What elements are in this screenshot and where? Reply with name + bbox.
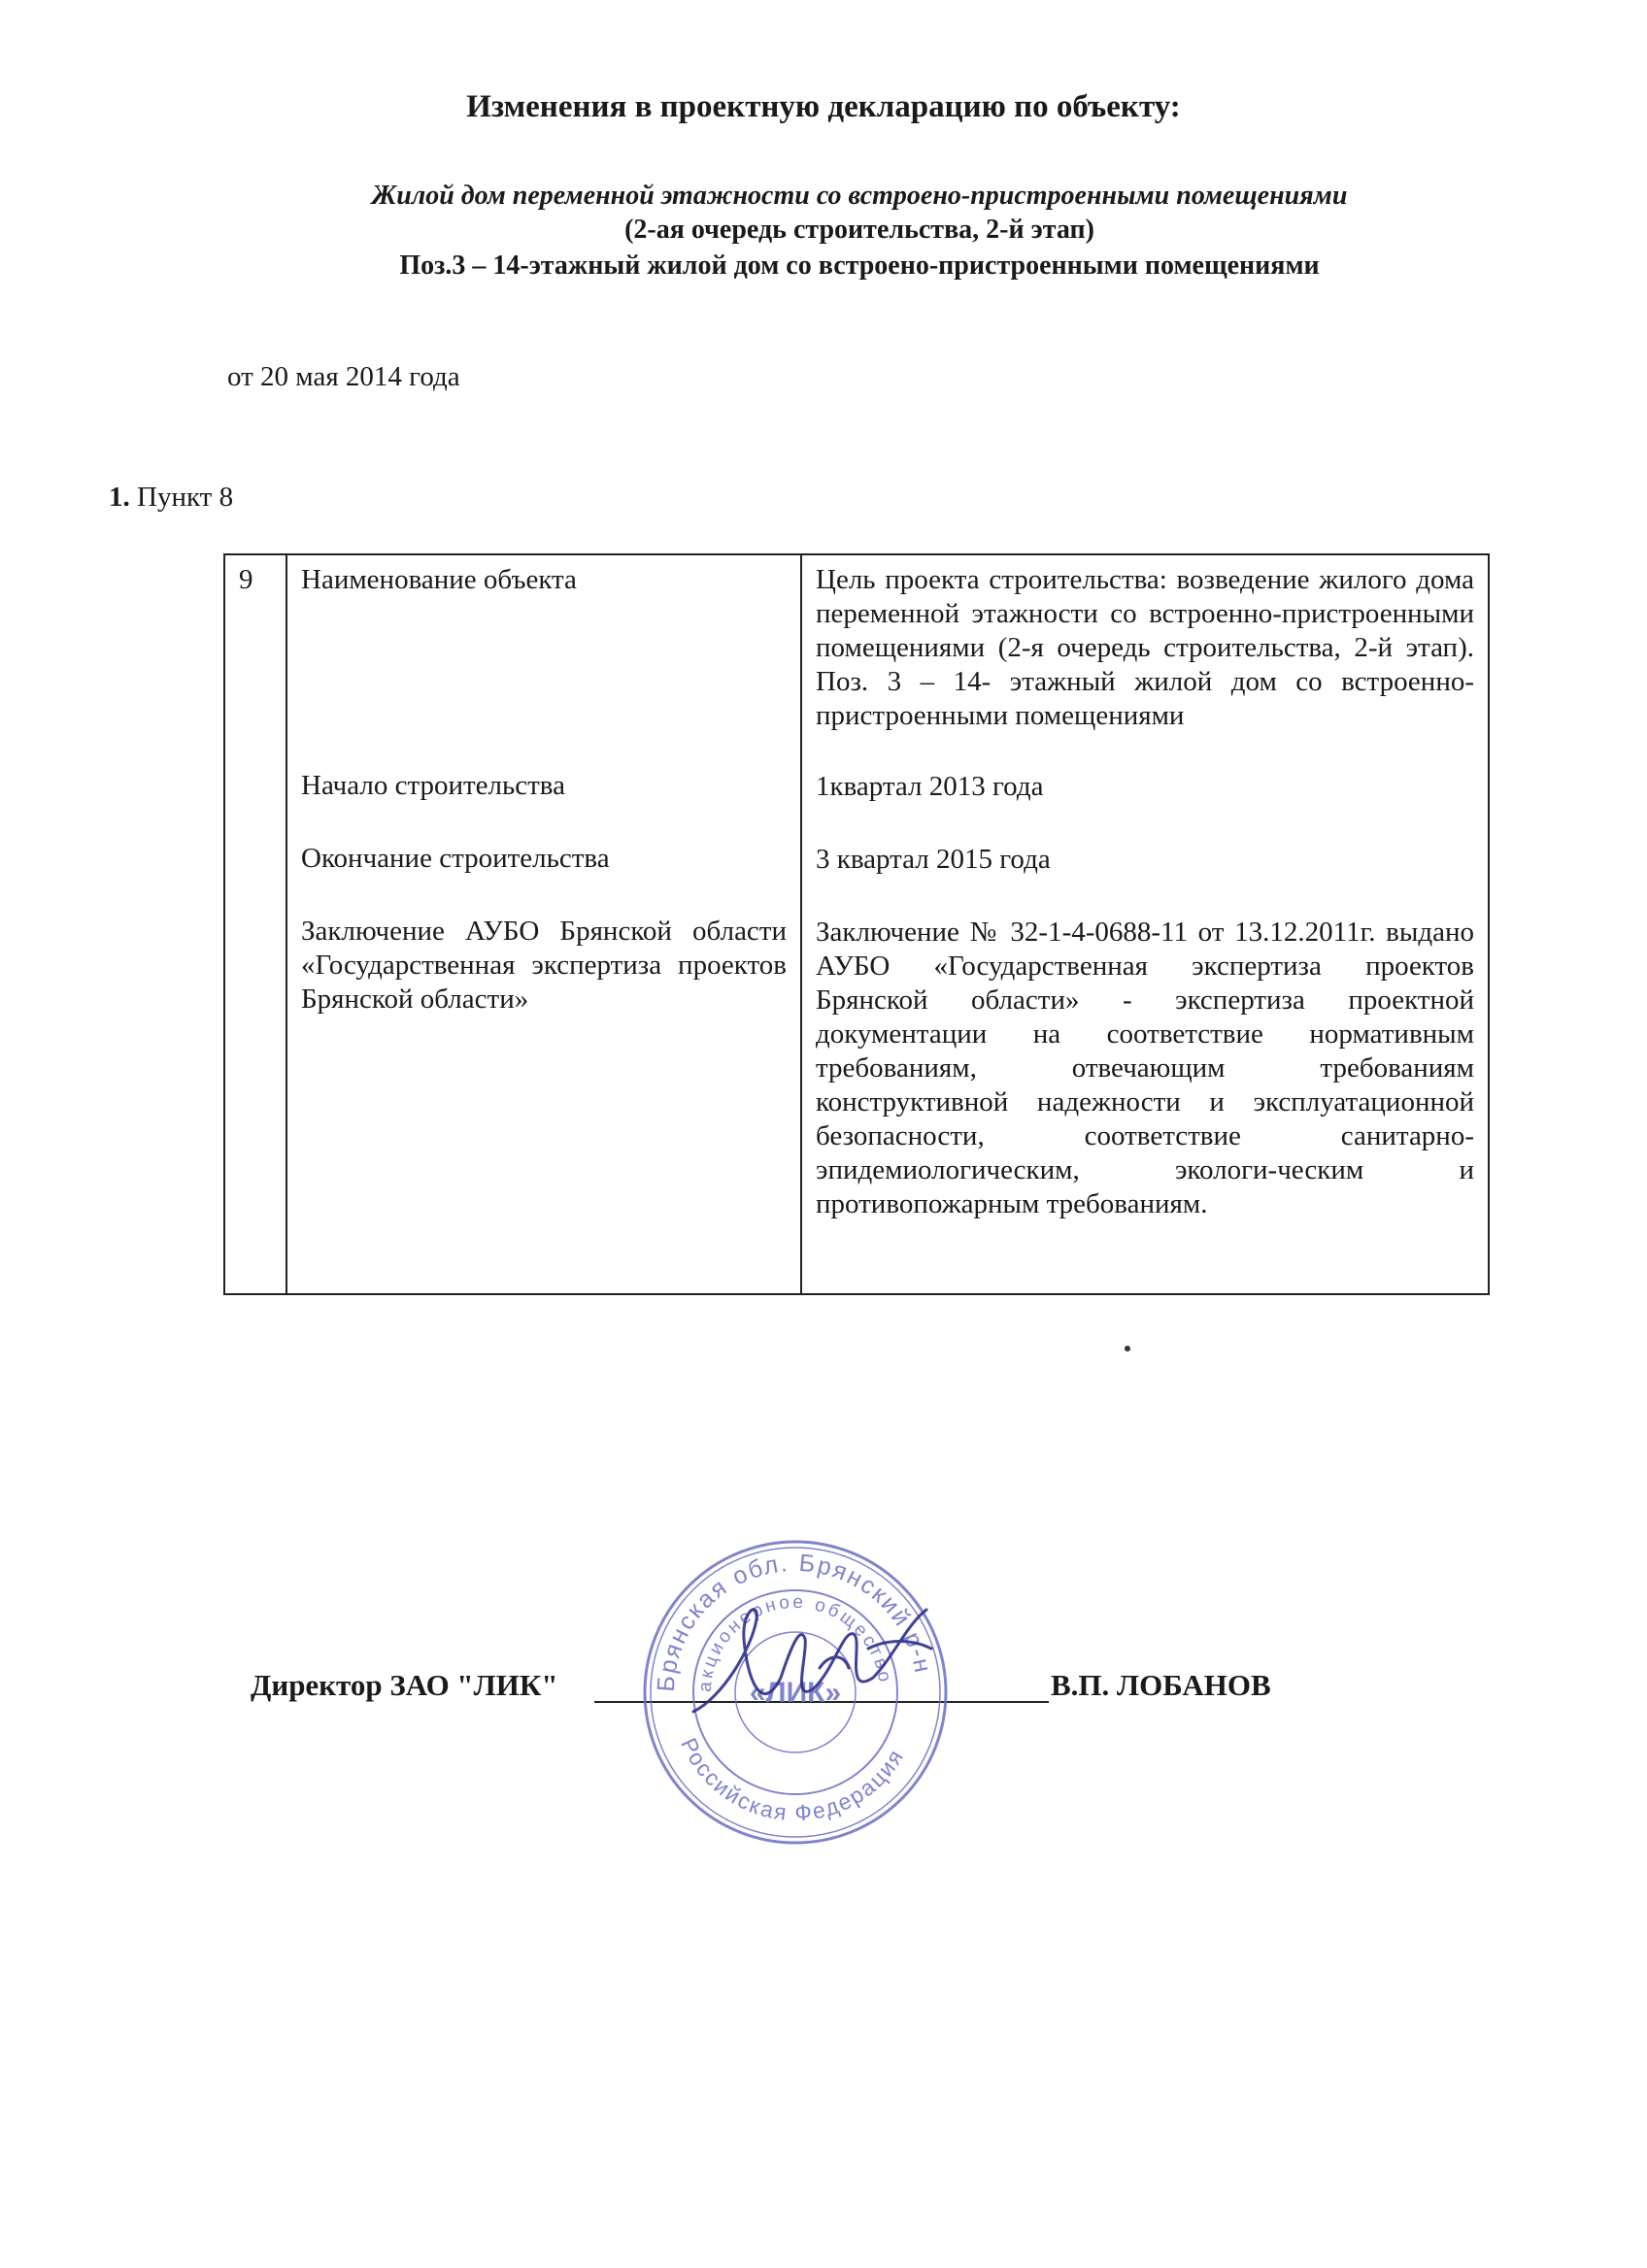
page-title: Изменения в проектную декларацию по объекту: [466,89,1181,124]
ink-dot [1125,1346,1130,1351]
subtitle-line-3: Поз.3 – 14-этажный жилой дом со встроено-пристроенными помещениями [399,250,1320,281]
signer-name: В.П. ЛОБАНОВ [1051,1668,1271,1702]
value-expertise: Заключение № 32-1-4-0688-11 от 13.12.2011г. выдано АУБО «Государственная экспертиза проектов Брянской области» - экспертиза проектной документации на соответствие нормативным требованиям, отвечающим требованиям конструктивной надежности и эксплуатационной безопасности, соответствие санитарно-эпидемиологическим, экологи-ческим и противопожарным требованиям. [816,917,1474,1219]
label-construction-end: Окончание строительства [301,843,610,874]
seal-bottom-text: Российская Федерация [676,1733,909,1826]
seal-inner-text: акционерное общество [694,1591,895,1693]
label-object-name: Наименование объекта [301,564,577,595]
company-seal-stamp [635,1532,956,1852]
label-expertise: Заключение АУБО Брянской области «Государственная экспертиза проектов Брянской области» [301,916,787,1015]
label-column [286,554,801,1294]
item-text: Пункт 8 [137,482,234,513]
label-construction-start: Начало строительства [301,770,565,801]
signer-position: Директор ЗАО "ЛИК" [251,1668,558,1702]
subtitle-line-2: (2-ая очередь строительства, 2-й этап) [624,215,1094,245]
document-date: от 20 мая 2014 года [227,361,460,392]
seal-center-text: «ЛИК» [749,1677,842,1709]
subtitle-line-1: Жилой дом переменной этажности со встроено-пристроенными помещениями [371,181,1348,211]
seal-outer-text: Брянская обл. Брянский р-н [652,1549,937,1693]
value-construction-end: 3 квартал 2015 года [816,844,1051,875]
value-column [801,554,1489,1294]
value-construction-start: 1квартал 2013 года [816,771,1044,802]
item-heading [109,482,233,514]
object-table [223,553,1490,1295]
table-row [224,554,1489,1294]
value-object-name: Цель проекта строительства: возведение жилого дома переменной этажности со встроенно-пристроенными помещениями (2-я очередь строительства, 2-й этап). Поз. 3 – 14- этажный жилой дом со встроенно-пристроенными помещениями [816,564,1474,731]
item-number: 1. [109,482,130,513]
row-number: 9 [224,554,286,1294]
